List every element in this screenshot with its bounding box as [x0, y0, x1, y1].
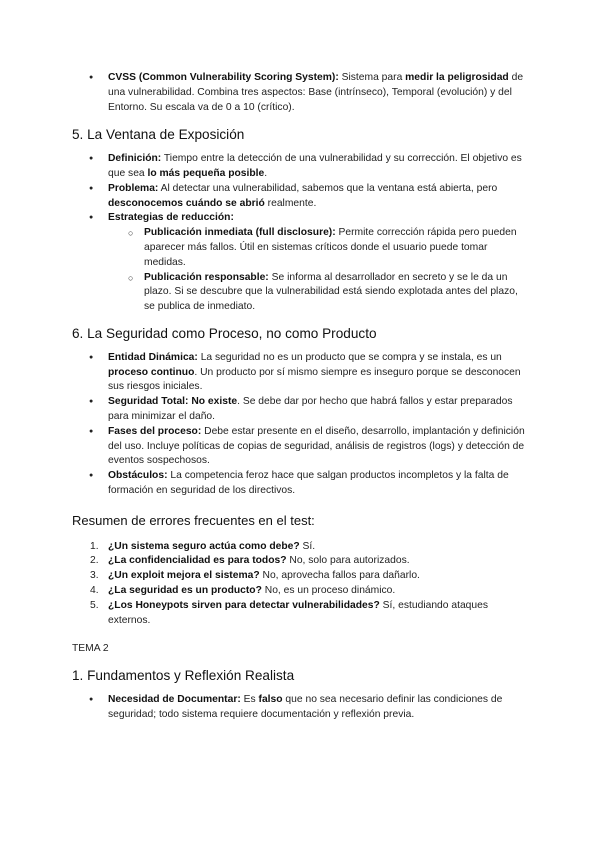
list-item: ● Fases del proceso: Debe estar presente en el diseño, desarrollo, implantación y definición del uso. Incluye políticas de copias de seguridad, análisis de registros (logs) y detección de eventos sospechosos.	[72, 425, 530, 469]
summary-heading: Resumen de errores frecuentes en el test:	[72, 512, 315, 528]
list-item: ● Problema: Al detectar una vulnerabilidad, sabemos que la ventana está abierta, pero desconocemos cuándo se abrió realmente.	[72, 182, 530, 212]
numbered-item: 2. ¿La confidencialidad es para todos? No, solo para autorizados.	[90, 555, 410, 567]
list-item: ● Necesidad de Documentar: Es falso que no sea necesario definir las condiciones de seguridad; todo sistema requiere documentación y reflexión previa.	[72, 693, 530, 723]
list-item: ● Estrategias de reducción:	[72, 211, 530, 226]
section-1-heading: 1. Fundamentos y Reflexión Realista	[72, 668, 295, 684]
list-item: ● CVSS (Common Vulnerability Scoring System): Sistema para medir la peligrosidad de una vulnerabilidad. Combina tres aspectos: Base (intrínseco), Temporal (evolución) y del Entorno. Su escala va de 0 a 10 (crítico).	[72, 71, 530, 115]
numbered-item: 1. ¿Un sistema seguro actúa como debe? Sí.	[90, 540, 316, 552]
intro-list	[72, 71, 530, 115]
section-6-list	[72, 351, 530, 499]
numbered-item: 4. ¿La seguridad es un producto? No, es un proceso dinámico.	[90, 584, 396, 596]
summary-list	[72, 540, 530, 629]
section-6-heading: 6. La Seguridad como Proceso, no como Producto	[72, 325, 377, 341]
numbered-item: 3. ¿Un exploit mejora el sistema? No, aprovecha fallos para dañarlo.	[90, 570, 420, 582]
section-5-heading: 5. La Ventana de Exposición	[72, 127, 245, 143]
tema-label: TEMA 2	[72, 643, 109, 655]
section-1-list	[72, 693, 530, 723]
sub-list-item: ○ Publicación inmediata (full disclosure): Permite corrección rápida pero pueden aparecer más fallos. Útil en sistemas críticos donde el usuario puede tomar medidas.	[72, 226, 530, 270]
list-item: ● Entidad Dinámica: La seguridad no es un producto que se compra y se instala, es un proceso continuo. Un producto por sí mismo siempre es inseguro porque se desconocen sus riesgos iniciales.	[72, 351, 530, 395]
list-item: ● Seguridad Total: No existe. Se debe dar por hecho que habrá fallos y estar preparados para minimizar el daño.	[72, 395, 530, 425]
section-5-list	[72, 152, 530, 315]
numbered-item: 5. ¿Los Honeypots sirven para detectar vulnerabilidades? Sí, estudiando ataques externos.	[90, 599, 489, 626]
list-item: ● Obstáculos: La competencia feroz hace que salgan productos incompletos y la falta de formación en seguridad de los directivos.	[72, 469, 530, 499]
list-item: ● Definición: Tiempo entre la detección de una vulnerabilidad y su corrección. El objetivo es que sea lo más pequeña posible.	[72, 152, 530, 182]
sub-list-item: ○ Publicación responsable: Se informa al desarrollador en secreto y se le da un plazo. Si se descubre que la vulnerabilidad está siendo explotada antes del plazo, se publica de inmediato.	[72, 271, 530, 315]
